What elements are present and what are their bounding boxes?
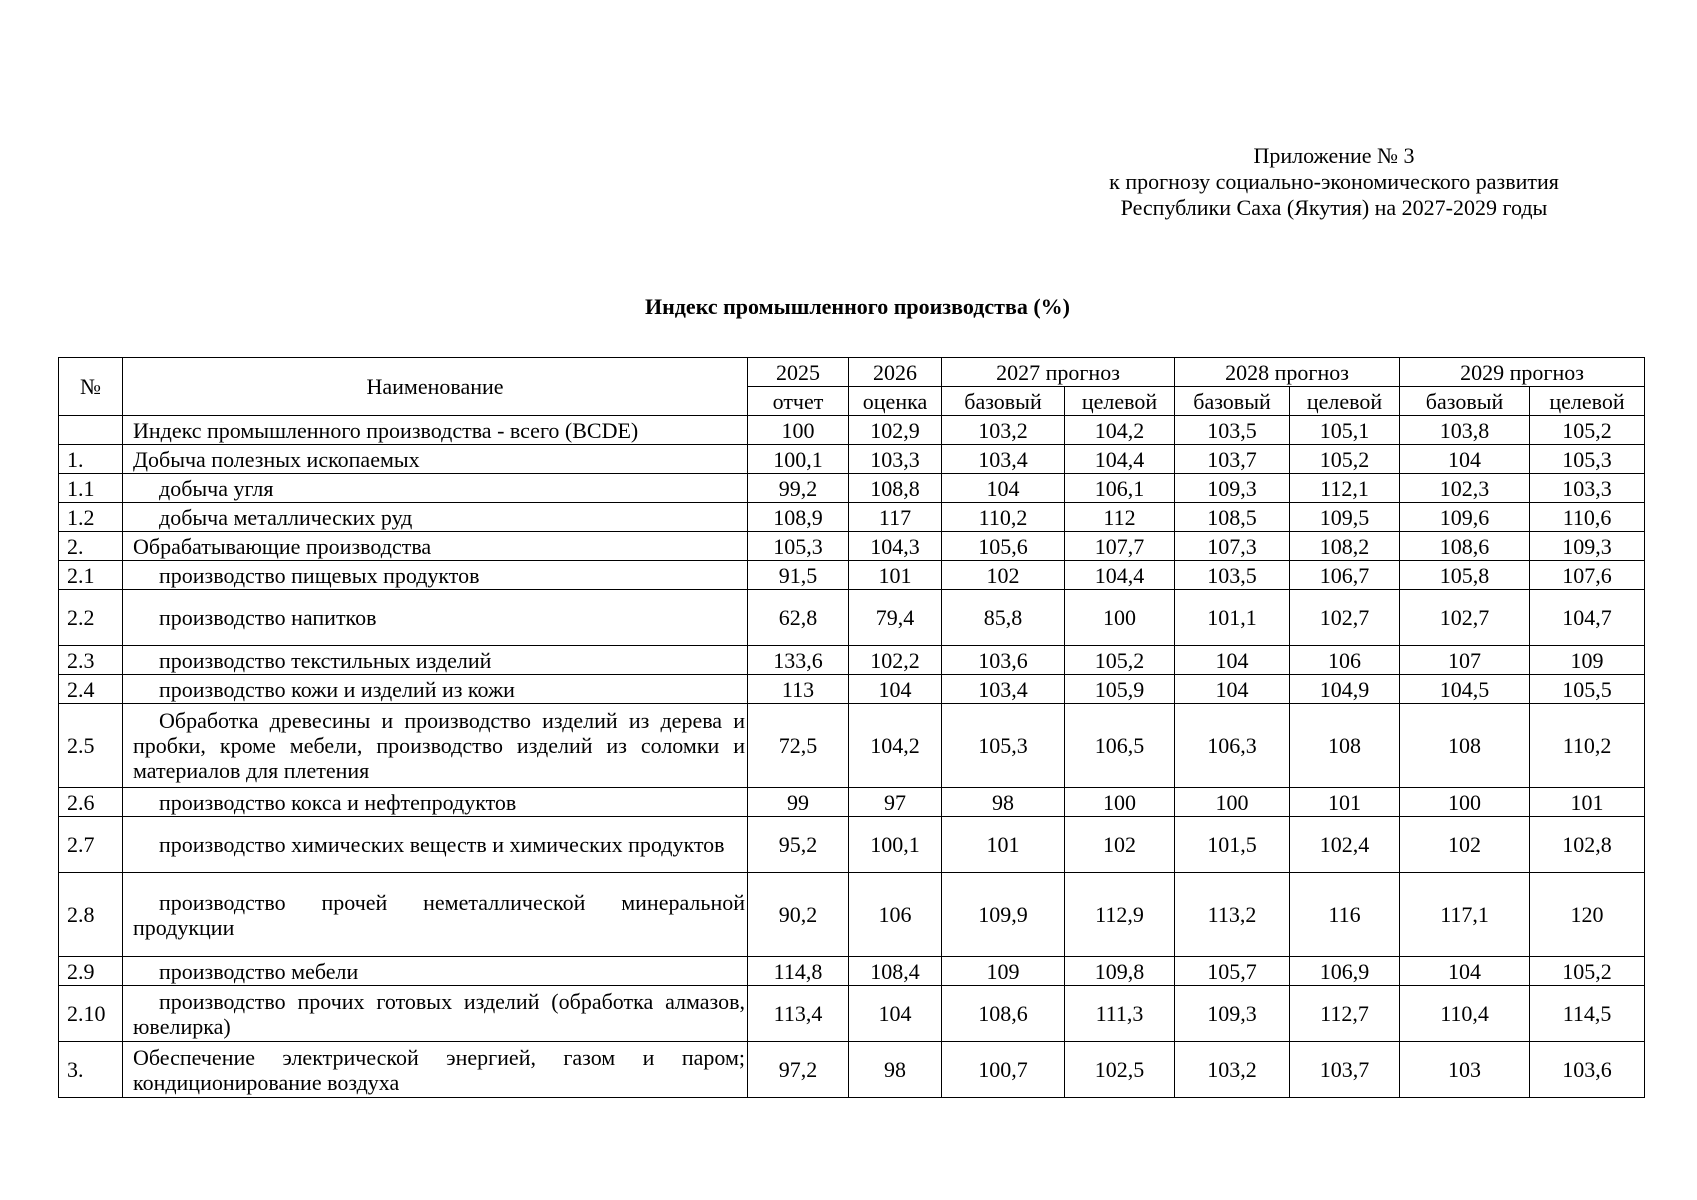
value-cell: 103,6	[942, 646, 1065, 675]
table-row	[59, 590, 1645, 646]
value-cell: 105,2	[1290, 445, 1400, 474]
row-name	[123, 474, 748, 503]
row-name-text: производство текстильных изделий	[159, 647, 492, 673]
row-number: 1.2	[59, 503, 123, 532]
value-cell: 104,5	[1400, 675, 1530, 704]
row-number: 2.9	[59, 957, 123, 986]
row-name-text: Обработка древесины и производство изделий из дерева и пробки, кроме мебели, производство изделий из соломки и материалов для плетения	[133, 708, 745, 783]
value-cell: 109,3	[1175, 986, 1290, 1042]
value-cell: 100	[748, 416, 849, 445]
value-cell: 108,9	[748, 503, 849, 532]
value-cell: 104	[849, 675, 942, 704]
table-row	[59, 646, 1645, 675]
value-cell: 110,4	[1400, 986, 1530, 1042]
row-name	[123, 873, 748, 957]
row-name-text: производство химических веществ и химических продуктов	[159, 832, 725, 857]
value-cell: 109,6	[1400, 503, 1530, 532]
header-2027: 2027 прогноз	[942, 358, 1175, 387]
value-cell: 109,8	[1065, 957, 1175, 986]
value-cell: 103,4	[942, 675, 1065, 704]
value-cell: 107,6	[1530, 561, 1645, 590]
value-cell: 101,1	[1175, 590, 1290, 646]
value-cell: 103,2	[942, 416, 1065, 445]
value-cell: 103,7	[1290, 1042, 1400, 1098]
header-2028-target: целевой	[1290, 387, 1400, 416]
table-row	[59, 873, 1645, 957]
value-cell: 103,8	[1400, 416, 1530, 445]
row-name	[123, 817, 748, 873]
value-cell: 112,9	[1065, 873, 1175, 957]
row-number: 2.3	[59, 646, 123, 675]
value-cell: 103,4	[942, 445, 1065, 474]
value-cell: 112	[1065, 503, 1175, 532]
value-cell: 112,1	[1290, 474, 1400, 503]
value-cell: 100	[1175, 788, 1290, 817]
value-cell: 117	[849, 503, 942, 532]
value-cell: 103	[1400, 1042, 1530, 1098]
value-cell: 100,1	[748, 445, 849, 474]
value-cell: 105,8	[1400, 561, 1530, 590]
value-cell: 108,2	[1290, 532, 1400, 561]
row-number: 2.6	[59, 788, 123, 817]
value-cell: 105,2	[1065, 646, 1175, 675]
value-cell: 133,6	[748, 646, 849, 675]
table-row	[59, 416, 1645, 445]
row-name-text: производство прочей неметаллической минеральной продукции	[133, 889, 745, 940]
value-cell: 107	[1400, 646, 1530, 675]
value-cell: 113	[748, 675, 849, 704]
table-row	[59, 675, 1645, 704]
value-cell: 106	[849, 873, 942, 957]
row-name-text: добыча металлических руд	[159, 504, 413, 530]
row-number: 3.	[59, 1042, 123, 1098]
value-cell: 100,7	[942, 1042, 1065, 1098]
value-cell: 102	[942, 561, 1065, 590]
header-2029-base: базовый	[1400, 387, 1530, 416]
table-row	[59, 986, 1645, 1042]
value-cell: 105,2	[1530, 957, 1645, 986]
value-cell: 108,4	[849, 957, 942, 986]
value-cell: 106,5	[1065, 704, 1175, 788]
value-cell: 105,2	[1530, 416, 1645, 445]
value-cell: 108	[1400, 704, 1530, 788]
value-cell: 103,3	[1530, 474, 1645, 503]
value-cell: 106,1	[1065, 474, 1175, 503]
value-cell: 106	[1290, 646, 1400, 675]
value-cell: 101	[942, 817, 1065, 873]
value-cell: 108	[1290, 704, 1400, 788]
value-cell: 104,2	[1065, 416, 1175, 445]
row-name-text: производство кокса и нефтепродуктов	[159, 789, 517, 815]
appendix-note	[1034, 143, 1634, 221]
row-name	[123, 590, 748, 646]
table-row	[59, 704, 1645, 788]
value-cell: 105,7	[1175, 957, 1290, 986]
value-cell: 105,9	[1065, 675, 1175, 704]
value-cell: 120	[1530, 873, 1645, 957]
header-2026-sub: оценка	[849, 387, 942, 416]
value-cell: 101	[1530, 788, 1645, 817]
header-2025: 2025	[748, 358, 849, 387]
value-cell: 100	[1065, 788, 1175, 817]
row-name	[123, 986, 748, 1042]
value-cell: 91,5	[748, 561, 849, 590]
header-2025-sub: отчет	[748, 387, 849, 416]
value-cell: 109,3	[1530, 532, 1645, 561]
row-name: Добыча полезных ископаемых	[123, 445, 748, 474]
value-cell: 105,3	[1530, 445, 1645, 474]
header-name: Наименование	[123, 358, 748, 416]
row-name	[123, 957, 748, 986]
value-cell: 103,5	[1175, 416, 1290, 445]
header-2028: 2028 прогноз	[1175, 358, 1400, 387]
table-row	[59, 817, 1645, 873]
row-name: Индекс промышленного производства - всего (BCDE)	[123, 416, 748, 445]
row-number: 2.1	[59, 561, 123, 590]
value-cell: 108,8	[849, 474, 942, 503]
value-cell: 105,6	[942, 532, 1065, 561]
row-number	[59, 416, 123, 445]
value-cell: 102	[1065, 817, 1175, 873]
value-cell: 102,4	[1290, 817, 1400, 873]
value-cell: 113,2	[1175, 873, 1290, 957]
value-cell: 79,4	[849, 590, 942, 646]
value-cell: 112,7	[1290, 986, 1400, 1042]
row-name-text: производство напитков	[159, 605, 377, 630]
row-name	[123, 704, 748, 788]
value-cell: 101,5	[1175, 817, 1290, 873]
row-name	[123, 675, 748, 704]
index-table	[58, 357, 1645, 1098]
value-cell: 108,5	[1175, 503, 1290, 532]
value-cell: 110,2	[942, 503, 1065, 532]
value-cell: 109	[942, 957, 1065, 986]
row-name: Обеспечение электрической энергией, газом и паром; кондиционирование воздуха	[123, 1042, 748, 1098]
table-row	[59, 474, 1645, 503]
value-cell: 99,2	[748, 474, 849, 503]
value-cell: 103,6	[1530, 1042, 1645, 1098]
row-number: 2.4	[59, 675, 123, 704]
value-cell: 102,2	[849, 646, 942, 675]
row-number: 1.	[59, 445, 123, 474]
value-cell: 102,5	[1065, 1042, 1175, 1098]
row-number: 2.10	[59, 986, 123, 1042]
row-number: 2.8	[59, 873, 123, 957]
value-cell: 106,7	[1290, 561, 1400, 590]
value-cell: 105,3	[942, 704, 1065, 788]
table-row	[59, 957, 1645, 986]
value-cell: 111,3	[1065, 986, 1175, 1042]
row-name-text: производство прочих готовых изделий (обработка алмазов, ювелирка)	[133, 988, 745, 1039]
value-cell: 104,7	[1530, 590, 1645, 646]
row-name	[123, 503, 748, 532]
value-cell: 113,4	[748, 986, 849, 1042]
value-cell: 72,5	[748, 704, 849, 788]
value-cell: 95,2	[748, 817, 849, 873]
value-cell: 103,7	[1175, 445, 1290, 474]
value-cell: 114,5	[1530, 986, 1645, 1042]
value-cell: 101	[849, 561, 942, 590]
row-name-text: производство мебели	[159, 958, 359, 984]
row-number: 1.1	[59, 474, 123, 503]
value-cell: 109,5	[1290, 503, 1400, 532]
value-cell: 85,8	[942, 590, 1065, 646]
row-name	[123, 646, 748, 675]
value-cell: 107,7	[1065, 532, 1175, 561]
header-2026: 2026	[849, 358, 942, 387]
value-cell: 104	[1175, 646, 1290, 675]
value-cell: 104	[1175, 675, 1290, 704]
value-cell: 102,7	[1400, 590, 1530, 646]
header-2029-target: целевой	[1530, 387, 1645, 416]
appendix-line-3: Республики Саха (Якутия) на 2027-2029 годы	[1120, 195, 1548, 220]
header-num: №	[59, 358, 123, 416]
value-cell: 116	[1290, 873, 1400, 957]
value-cell: 106,9	[1290, 957, 1400, 986]
value-cell: 104,2	[849, 704, 942, 788]
table-body	[59, 416, 1645, 1098]
value-cell: 108,6	[1400, 532, 1530, 561]
value-cell: 106,3	[1175, 704, 1290, 788]
row-number: 2.7	[59, 817, 123, 873]
value-cell: 101	[1290, 788, 1400, 817]
value-cell: 102,3	[1400, 474, 1530, 503]
value-cell: 114,8	[748, 957, 849, 986]
table-row	[59, 788, 1645, 817]
value-cell: 103,2	[1175, 1042, 1290, 1098]
value-cell: 100	[1400, 788, 1530, 817]
table-row	[59, 445, 1645, 474]
value-cell: 104,4	[1065, 445, 1175, 474]
value-cell: 98	[942, 788, 1065, 817]
header-2027-base: базовый	[942, 387, 1065, 416]
value-cell: 110,6	[1530, 503, 1645, 532]
value-cell: 99	[748, 788, 849, 817]
value-cell: 104,3	[849, 532, 942, 561]
value-cell: 97,2	[748, 1042, 849, 1098]
value-cell: 110,2	[1530, 704, 1645, 788]
appendix-line-2: к прогнозу социально-экономического развития	[1109, 169, 1559, 194]
table-row	[59, 561, 1645, 590]
row-name	[123, 788, 748, 817]
value-cell: 98	[849, 1042, 942, 1098]
value-cell: 104	[849, 986, 942, 1042]
row-name-text: производство пищевых продуктов	[159, 562, 480, 588]
value-cell: 102,9	[849, 416, 942, 445]
value-cell: 104	[942, 474, 1065, 503]
value-cell: 62,8	[748, 590, 849, 646]
table-row	[59, 503, 1645, 532]
value-cell: 100,1	[849, 817, 942, 873]
row-number: 2.	[59, 532, 123, 561]
table-row	[59, 532, 1645, 561]
table-row	[59, 1042, 1645, 1098]
row-number: 2.5	[59, 704, 123, 788]
value-cell: 104	[1400, 957, 1530, 986]
value-cell: 105,3	[748, 532, 849, 561]
value-cell: 90,2	[748, 873, 849, 957]
row-number: 2.2	[59, 590, 123, 646]
value-cell: 109,9	[942, 873, 1065, 957]
row-name: Обрабатывающие производства	[123, 532, 748, 561]
value-cell: 102,7	[1290, 590, 1400, 646]
page-title: Индекс промышленного производства (%)	[645, 294, 1070, 319]
value-cell: 104,4	[1065, 561, 1175, 590]
value-cell: 102,8	[1530, 817, 1645, 873]
value-cell: 104	[1400, 445, 1530, 474]
value-cell: 117,1	[1400, 873, 1530, 957]
value-cell: 105,1	[1290, 416, 1400, 445]
value-cell: 97	[849, 788, 942, 817]
row-name-text: добыча угля	[159, 475, 274, 501]
value-cell: 109,3	[1175, 474, 1290, 503]
row-name	[123, 561, 748, 590]
header-2028-base: базовый	[1175, 387, 1290, 416]
value-cell: 107,3	[1175, 532, 1290, 561]
value-cell: 103,3	[849, 445, 942, 474]
value-cell: 104,9	[1290, 675, 1400, 704]
value-cell: 108,6	[942, 986, 1065, 1042]
value-cell: 100	[1065, 590, 1175, 646]
value-cell: 102	[1400, 817, 1530, 873]
header-2027-target: целевой	[1065, 387, 1175, 416]
value-cell: 103,5	[1175, 561, 1290, 590]
row-name-text: производство кожи и изделий из кожи	[159, 676, 515, 702]
appendix-line-1: Приложение № 3	[1253, 143, 1415, 168]
value-cell: 105,5	[1530, 675, 1645, 704]
header-2029: 2029 прогноз	[1400, 358, 1645, 387]
value-cell: 109	[1530, 646, 1645, 675]
